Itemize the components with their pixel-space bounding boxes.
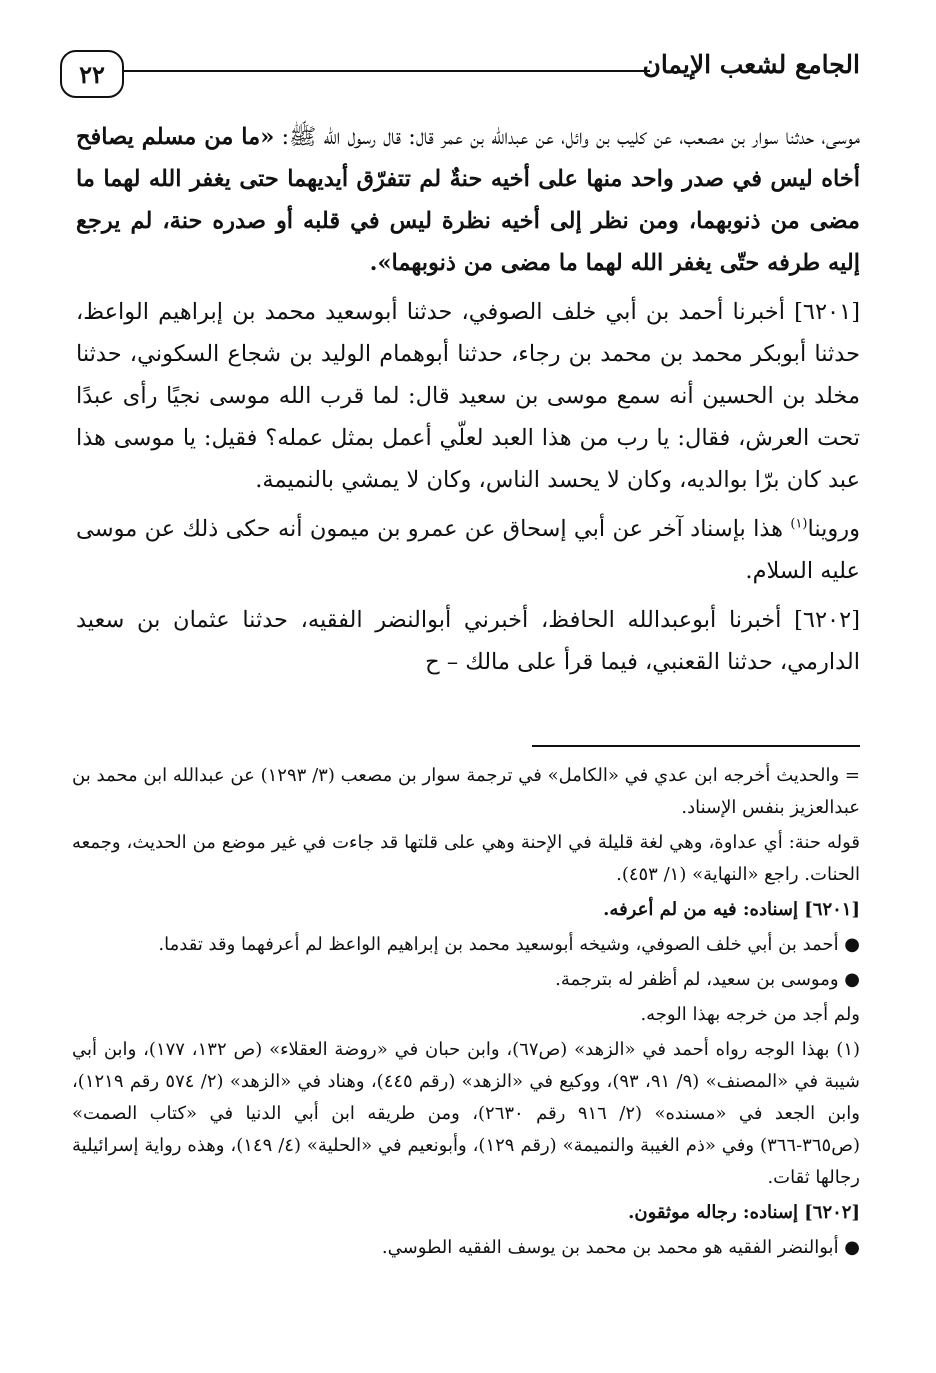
book-title: الجامع لشعب الإيمان [642,50,860,79]
footnote-ref-1[interactable]: (١) [790,516,808,532]
riwaya-text: هذا بإسناد آخر عن أبي إسحاق عن عمرو بن ميمون أنه حكى ذلك عن موسى عليه السلام. [76,516,860,584]
paragraph-6202: [٦٢٠٢] أخبرنا أبوعبدالله الحافظ، أخبرني أبوالنضر الفقيه، حدثنا عثمان بن سعيد الدارمي، حدثنا القعنبي، فيما قرأ على مالك – ح [76,607,860,675]
header-rule [124,70,650,72]
footnote-1: (١) بهذا الوجه رواه أحمد في «الزهد» (ص٦٧)، وابن حبان في «روضة العقلاء» (ص ١٣٢، ١٧٧)، وابن أبي شيبة في «المصنف» (٩/ ٩١، ٩٣)، ووكيع في «الزهد» (رقم ٤٤٥)، وهناد في «الزهد» (٢/ ٥٧٤ رقم ١٢١٩)، وابن الجعد في «مسنده» (٢/ ٩١٦ رقم ٢٦٣٠)، ومن طريقه ابن أبي الدنيا في «كتاب الصمت» (ص٣٦٥-٣٦٦) وفي «ذم الغيبة والنميمة» (رقم ١٢٩)، وأبونعيم في «الحلية» (٤/ ١٤٩)، وهذه رواية إسرائيلية رجالها ثقات. [72,1039,861,1188]
page-number: ٢٢ [60,50,124,98]
footnote-hanna: قوله حنة: أي عداوة، وهي لغة قليلة في الإحنة وهي على قلتها قد جاءت في غير موضع من الحديث، وجمعه الحنات. راجع «النهاية» (١/ ٤٥٣). [72,832,860,885]
footnote-bullet-1: ● أحمد بن أبي خلف الصوفي، وشيخه أبوسعيد محمد بن إبراهيم الواعظ لم أعرفهما وقد تقدما. [158,934,860,955]
footnote-continued: = والحديث أخرجه ابن عدي في «الكامل» في ترجمة سوار بن مصعب (٣/ ١٢٩٣) عن عبدالله ابن محمد بن عبدالعزيز بنفس الإسناد. [72,765,861,818]
chain-text: موسى، حدثنا سوار بن مصعب، عن كليب بن وائل، عن عبدالله بن عمر قال: قال رسول الله ﷺ: [274,124,860,150]
hadith-text: «ما من مسلم يصافح أخاه ليس في صدر واحد منها على أخيه حنةٌ لم تتفرّق أيديهما حتى يغفر الله لهما ما مضى من ذنوبهما، ومن نظر إلى أخيه نظرة ليس في قلبه أو صدره حنة، لم يرجع إليه طرفه حتّى يغفر الله لهما ما مضى من ذنوبهما». [76,124,860,276]
footnote-isnad-6202: [٦٢٠٢] إسناده: رجاله موثقون. [628,1202,860,1223]
footnote-bullet-2: ● وموسى بن سعيد، لم أظفر له بترجمة. [555,969,860,990]
footnote-note: ولم أجد من خرجه بهذا الوجه. [640,1004,860,1025]
riwaya-lead: وروينا [807,516,860,542]
paragraph-hadith [76,116,860,284]
footnote-divider [532,745,860,747]
footnotes [72,760,860,1267]
footnote-isnad-6201: [٦٢٠١] إسناده: فيه من لم أعرفه. [603,899,860,920]
page-header [60,50,860,106]
footnote-bullet-3: ● أبوالنضر الفقيه هو محمد بن محمد بن يوسف الفقيه الطوسي. [381,1237,860,1258]
main-text [76,116,860,690]
paragraph-6201: [٦٢٠١] أخبرنا أحمد بن أبي خلف الصوفي، حدثنا أبوسعيد محمد بن إبراهيم الواعظ، حدثنا أبوبكر محمد بن محمد بن رجاء، حدثنا أبوهمام الوليد بن شجاع السكوني، حدثنا مخلد بن الحسين أنه سمع موسى بن سعيد قال: لما قرب الله موسى نجيًا رأى عبدًا تحت العرش، فقال: يا رب من هذا العبد لعلّي أعمل بمثل عمله؟ فقيل: يا موسى هذا عبد كان برّا بوالديه، وكان لا يحسد الناس، وكان لا يمشي بالنميمة. [76,299,860,493]
paragraph-riwaya [76,508,860,592]
